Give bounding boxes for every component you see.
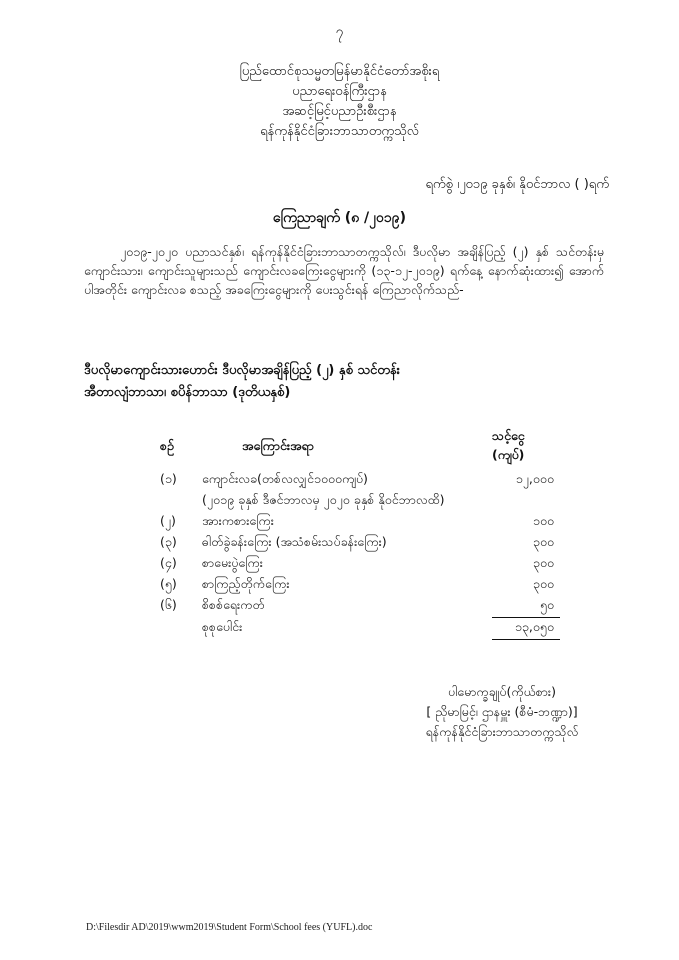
- ministry-name: ပညာရေးဝန်ကြီးဌာန: [292, 84, 387, 99]
- row-no: (၆): [160, 597, 177, 612]
- row-no: (၁): [160, 471, 177, 486]
- table-row: [160, 533, 560, 554]
- signatory-institution: ရန်ကုန်နိုင်ငံခြားဘာသာတက္ကသိုလ်: [425, 724, 579, 739]
- row-amount: ၃၀၀: [532, 555, 554, 570]
- table-row: [160, 491, 560, 512]
- row-description: စာကြည့်တိုက်ကြေး: [202, 576, 290, 591]
- program-line-1: ဒီပလိုမာကျောင်းသားဟောင်း ဒီပလိုမာအချိန်ပြည့် (၂) နှစ် သင်တန်း: [84, 363, 400, 378]
- row-amount: ၃၀၀: [532, 576, 554, 591]
- table-row: [160, 575, 560, 596]
- letterhead: [0, 62, 679, 142]
- table-row: [160, 554, 560, 575]
- date-line: ရက်စွဲ ၊၂၀၁၉ ခုနှစ်၊ နိုဝင်ဘာလ ( )ရက်: [425, 177, 609, 192]
- fee-table: [160, 428, 560, 640]
- signature-title: ပါမောက္ခချုပ်(ကိုယ်စား): [448, 684, 556, 699]
- row-description: စာမေးပွဲကြေး: [202, 555, 263, 570]
- row-amount: ၁၂,၀၀၀: [515, 471, 554, 486]
- program-heading: [84, 360, 400, 404]
- row-description: စိစစ်ရေးကတ်: [202, 597, 265, 612]
- table-row: [160, 512, 560, 533]
- file-path-footer: D:\Filesdir AD\2019\wwm2019\Student Form\School fees (YUFL).doc: [86, 922, 373, 933]
- university-name: ရန်ကုန်နိုင်ငံခြားဘာသာတက္ကသိုလ်: [260, 124, 419, 139]
- row-no: [160, 491, 202, 512]
- total-label: စုစုပေါင်း: [202, 618, 243, 634]
- program-line-2: အီတာလျံဘာသာ၊ စပိန်ဘာသာ (ဒုတိယနှစ်): [84, 385, 291, 400]
- header-amount: သင့်ငွေ (ကျပ်): [492, 428, 525, 462]
- row-description: (၂၀၁၉ ခုနှစ် ဒီဇင်ဘာလမှ ၂၀၂၀ ခုနှစ် နိုဝင်ဘာလထိ): [202, 492, 445, 507]
- row-no: (၄): [160, 555, 177, 570]
- fee-table-header: [160, 428, 560, 470]
- signature-block: [372, 682, 632, 742]
- total-amount: ၁၃,၀၅၀: [492, 618, 560, 640]
- table-row: [160, 596, 560, 618]
- signatory-name: [ ညိုမာမြင့်၊ ဌာနမှူး (စီမံ-ဘဏ္ဍာ)]: [426, 704, 578, 719]
- row-no: (၅): [160, 576, 177, 591]
- row-no: (၃): [160, 534, 177, 549]
- page-number: ၇: [335, 24, 344, 40]
- row-amount: ၃၀၀: [532, 534, 554, 549]
- row-amount: ၅၀: [539, 597, 554, 612]
- department-name: အဆင့်မြင့်ပညာဦးစီးဌာန: [282, 104, 397, 119]
- row-description: ဓါတ်ခွဲခန်းကြေး (အသံစမ်းသပ်ခန်းကြေး): [202, 534, 387, 549]
- table-row: [160, 470, 560, 491]
- header-description: အကြောင်းအရာ: [242, 437, 314, 453]
- header-no: စဉ်: [160, 437, 174, 453]
- row-amount: ၁၀၀: [532, 513, 554, 528]
- row-description: အားကစားကြေး: [202, 513, 274, 528]
- row-description: ကျောင်းလခ(တစ်လလျှင်၁၀၀၀ကျပ်): [202, 471, 368, 486]
- total-row: [160, 618, 560, 640]
- intro-paragraph: ၂၀၁၉-၂၀၂၀ ပညာသင်နှစ်၊ ရန်ကုန်နိုင်ငံခြားဘာသာတက္ကသိုလ်၊ ဒီပလိုမာ အချိန်ပြည့် (၂) နှစ် သင်တန်းမှ ကျောင်းသား၊ ကျောင်းသူများသည် ကျောင်းလခကြေးငွေများကို (၁၃-၁၂-၂၀၁၉) ရက်နေ့ နောက်ဆုံးထား၍ အောက်ပါအတိုင်း ကျောင်းလခ စသည့် အခကြေးငွေများကို ပေးသွင်းရန် ကြေညာလိုက်သည်-: [84, 244, 604, 297]
- government-name: ပြည်ထောင်စုသမ္မတမြန်မာနိုင်ငံတော်အစိုးရ: [239, 64, 440, 79]
- notice-title: ကြေညာချက် (၈ /၂၀၁၉): [272, 210, 407, 226]
- row-no: (၂): [160, 513, 176, 528]
